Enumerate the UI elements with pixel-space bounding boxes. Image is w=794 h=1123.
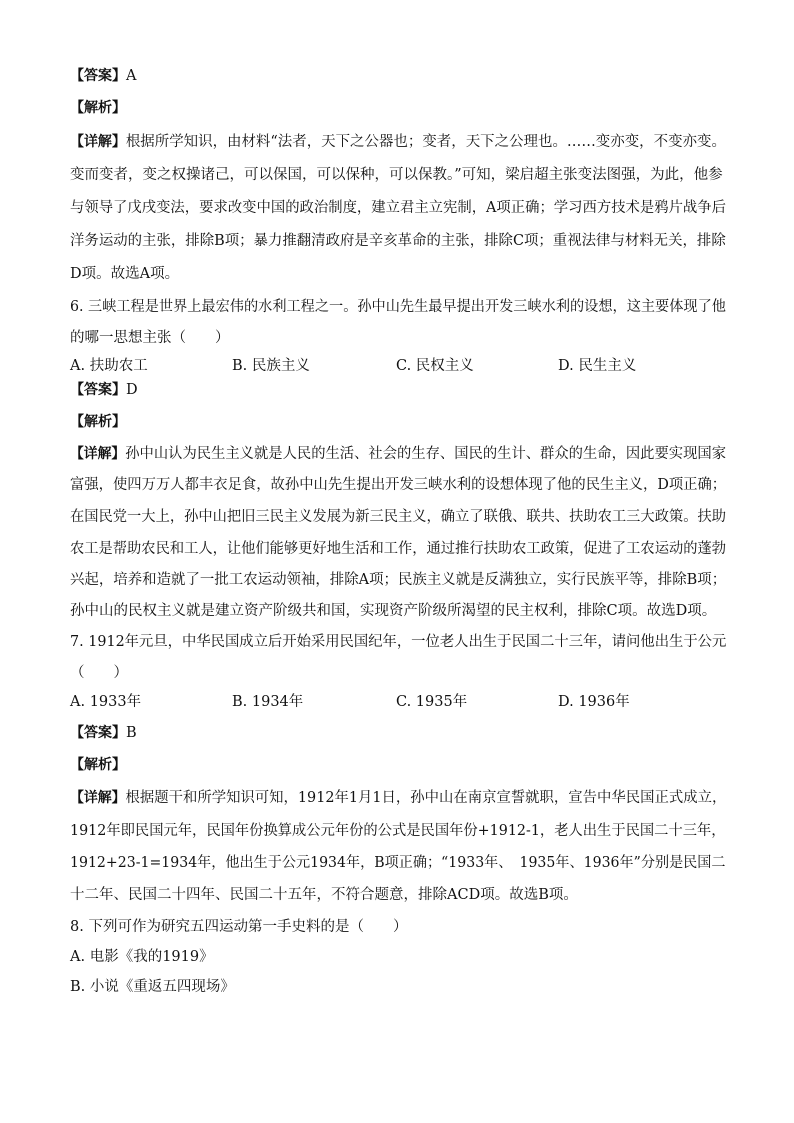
q6-detail-line: 富强，使四万万人都丰衣足食，故孙中山先生提出开发三峡水利的设想体现了他的民生主义，D项正确； xyxy=(70,477,727,493)
detail-label: 【详解】 xyxy=(70,446,126,462)
q6-stem-line: 6. 三峡工程是世界上最宏伟的水利工程之一。孙中山先生最早提出开发三峡水利的设想，这主要体现了他 xyxy=(70,299,726,315)
q5-detail-line: D项。故选A项。 xyxy=(70,266,180,282)
q7-analysis-label: 【解析】 xyxy=(70,757,126,773)
answer-value: A xyxy=(126,68,137,84)
q6-option-c: C. 民权主义 xyxy=(396,358,474,374)
answer-value: D xyxy=(126,382,138,398)
q7-detail-line: 【详解】根据题干和所学知识可知，1912年1月1日，孙中山在南京宣誓就职，宣告中华民国正式成立， xyxy=(70,790,727,806)
q7-option-c: C. 1935年 xyxy=(396,694,468,710)
q7-stem-line: （ ） xyxy=(70,665,128,681)
q7-option-d: D. 1936年 xyxy=(558,694,630,710)
q7-detail-line: 1912年即民国元年，民国年份换算成公元年份的公式是民国年份+1912-1，老人出生于民国二十三年， xyxy=(70,823,726,839)
q5-analysis-label: 【解析】 xyxy=(70,100,126,116)
q6-option-d: D. 民生主义 xyxy=(558,358,637,374)
answer-value: B xyxy=(126,725,137,741)
answer-label: 【答案】 xyxy=(70,68,126,84)
answer-label: 【答案】 xyxy=(70,725,126,741)
q6-stem-line: 的哪一思想主张（ ） xyxy=(70,330,230,346)
q5-answer xyxy=(70,66,136,86)
q5-detail-line: 与领导了戊戌变法，要求改变中国的政治制度，建立君主立宪制，A项正确；学习西方技术是鸦片战争后 xyxy=(70,200,726,216)
q7-detail-line: 1912+23-1=1934年，他出生于公元1934年，B项正确；“1933年、 1935年、1936年”分别是民国二 xyxy=(70,855,726,871)
detail-label: 【详解】 xyxy=(70,790,126,806)
q8-option-b: B. 小说《重返五四现场》 xyxy=(70,979,235,995)
q6-detail-line: 兴起，培养和造就了一批工农运动领袖，排除A项；民族主义就是反满独立，实行民族平等，排除B项； xyxy=(70,572,727,588)
q8-option-a: A. 电影《我的1919》 xyxy=(70,949,214,965)
q6-analysis-label: 【解析】 xyxy=(70,414,126,430)
q7-answer xyxy=(70,723,137,743)
q6-option-a: A. 扶助农工 xyxy=(70,358,148,374)
q5-detail-line: 变而变者，变之权操诸己，可以保国，可以保种，可以保教。”可知，梁启超主张变法图强，为此，他参 xyxy=(70,167,723,183)
q5-detail-line: 洋务运动的主张，排除B项；暴力推翻清政府是辛亥革命的主张，排除C项；重视法律与材料无关，排除 xyxy=(70,233,726,249)
q6-detail-line: 农工是帮助农民和工人，让他们能够更好地生活和工作，通过推行扶助农工政策，促进了工农运动的蓬勃 xyxy=(70,541,726,557)
q6-answer xyxy=(70,380,138,400)
q6-option-b: B. 民族主义 xyxy=(232,358,310,374)
q7-stem-line: 7. 1912年元旦，中华民国成立后开始采用民国纪年，一位老人出生于民国二十三年，请问他出生于公元 xyxy=(70,634,727,650)
q8-stem: 8. 下列可作为研究五四运动第一手史料的是（ ） xyxy=(70,919,408,935)
q7-detail-line: 十二年、民国二十四年、民国二十五年，不符合题意，排除ACD项。故选B项。 xyxy=(70,887,578,903)
q6-detail-line: 孙中山的民权主义就是建立资产阶级共和国，实现资产阶级所渴望的民主权利，排除C项。故选D项。 xyxy=(70,603,717,619)
detail-label: 【详解】 xyxy=(70,134,126,150)
q7-option-a: A. 1933年 xyxy=(70,694,142,710)
q7-option-b: B. 1934年 xyxy=(232,694,304,710)
answer-label: 【答案】 xyxy=(70,382,126,398)
q6-detail-line: 【详解】孙中山认为民生主义就是人民的生活、社会的生存、国民的生计、群众的生命，因此要实现国家 xyxy=(70,446,726,462)
q5-detail-line: 【详解】根据所学知识，由材料“法者，天下之公器也；变者，天下之公理也。……变亦变，不变亦变。 xyxy=(70,134,726,150)
q6-detail-line: 在国民党一大上，孙中山把旧三民主义发展为新三民主义，确立了联俄、联共、扶助农工三大政策。扶助 xyxy=(70,509,726,525)
